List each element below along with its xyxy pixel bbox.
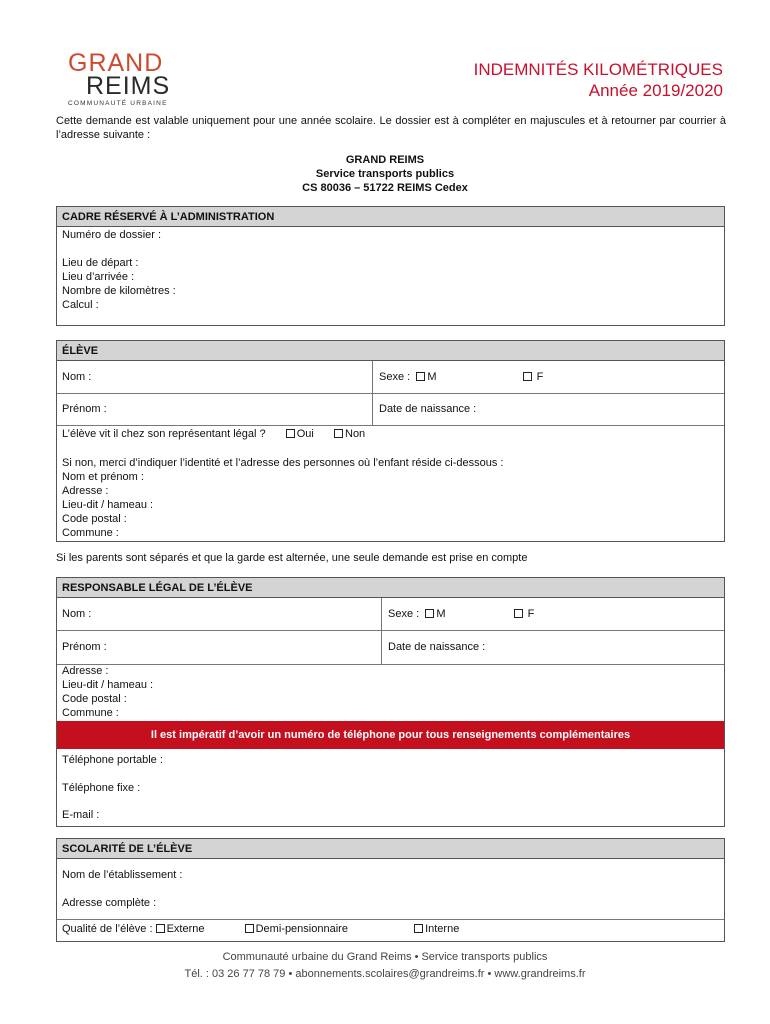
guardian-sex-m-checkbox[interactable] xyxy=(425,609,434,618)
dossier-number-field[interactable]: Numéro de dossier : xyxy=(62,229,162,241)
divider xyxy=(381,598,382,664)
non-label: Non xyxy=(345,428,366,440)
sex-m-label: M xyxy=(427,371,437,383)
demi-pensionnaire-label: Demi-pensionnaire xyxy=(255,923,348,935)
guardian-sex-f-checkbox[interactable] xyxy=(514,609,523,618)
guardian-lieudit-field[interactable]: Lieu-dit / hameau : xyxy=(62,679,154,691)
interne-checkbox[interactable] xyxy=(414,924,423,933)
guardian-firstname-field[interactable]: Prénom : xyxy=(62,641,107,653)
resident-postal-code-field[interactable]: Code postal : xyxy=(62,513,127,525)
non-checkbox[interactable] xyxy=(334,429,343,438)
sex-label: Sexe : xyxy=(388,608,420,620)
student-sex xyxy=(379,371,543,383)
document-title: INDEMNITÉS KILOMÉTRIQUES xyxy=(473,60,723,79)
logo-grand: GRAND xyxy=(68,49,164,77)
school-name-field[interactable]: Nom de l’établissement : xyxy=(62,869,183,881)
guardian-name-field[interactable]: Nom : xyxy=(62,608,92,620)
sex-f-checkbox[interactable] xyxy=(523,372,532,381)
divider xyxy=(57,425,724,426)
resident-commune-field[interactable]: Commune : xyxy=(62,527,119,539)
status-label: Qualité de l’élève : xyxy=(62,923,153,935)
phone-required-warning: Il est impératif d’avoir un numéro de téléphone pour tous renseignements complémentaires xyxy=(57,721,724,749)
postal-address xyxy=(0,153,770,195)
school-address-field[interactable]: Adresse complète : xyxy=(62,897,157,909)
question-label: L’élève vit il chez son représentant légal ? xyxy=(62,428,266,440)
departure-field[interactable]: Lieu de départ : xyxy=(62,257,139,269)
guardian-postal-code-field[interactable]: Code postal : xyxy=(62,693,127,705)
student-status xyxy=(62,923,459,935)
oui-checkbox[interactable] xyxy=(286,429,295,438)
address-line-1: GRAND REIMS xyxy=(345,154,425,166)
guardian-section-title: RESPONSABLE LÉGAL DE L’ÉLÈVE xyxy=(57,578,724,598)
sex-f-label: F xyxy=(527,608,535,620)
separated-parents-note: Si les parents sont séparés et que la garde est alternée, une seule demande est prise en compte xyxy=(56,552,528,564)
arrival-field[interactable]: Lieu d’arrivée : xyxy=(62,271,135,283)
divider xyxy=(57,630,724,631)
logo-subtitle: COMMUNAUTÉ URBAINE xyxy=(68,100,168,107)
email-field[interactable]: E-mail : xyxy=(62,809,100,821)
externe-checkbox[interactable] xyxy=(156,924,165,933)
demi-pensionnaire-checkbox[interactable] xyxy=(245,924,254,933)
if-not-instructions: Si non, merci d’indiquer l’identité et l’adresse des personnes où l’enfant réside ci-dessous : xyxy=(62,457,504,469)
legal-guardian-section xyxy=(56,577,725,827)
student-section-title: ÉLÈVE xyxy=(57,341,724,361)
guardian-commune-field[interactable]: Commune : xyxy=(62,707,119,719)
logo-reims: REIMS xyxy=(86,72,171,100)
address-line-2: Service transports publics xyxy=(315,168,455,180)
footer-line-2: Tél. : 03 26 77 78 79 • abonnements.scolaires@grandreims.fr • www.grandreims.fr xyxy=(184,968,586,980)
sex-label: Sexe : xyxy=(379,371,411,383)
resident-name-field[interactable]: Nom et prénom : xyxy=(62,471,144,483)
student-section xyxy=(56,340,725,542)
student-name-field[interactable]: Nom : xyxy=(62,371,92,383)
externe-label: Externe xyxy=(166,923,205,935)
admin-section-title: CADRE RÉSERVÉ À L’ADMINISTRATION xyxy=(57,207,724,227)
mobile-phone-field[interactable]: Téléphone portable : xyxy=(62,754,163,766)
divider xyxy=(57,664,724,665)
landline-phone-field[interactable]: Téléphone fixe : xyxy=(62,782,141,794)
admin-section xyxy=(56,206,725,326)
oui-label: Oui xyxy=(296,428,314,440)
document-year: Année 2019/2020 xyxy=(588,81,723,100)
divider xyxy=(57,393,724,394)
intro-text: Cette demande est valable uniquement pour une année scolaire. Le dossier est à compléter en majuscules et à retourner par courrier à l’adresse suivante : xyxy=(56,115,726,141)
schooling-section xyxy=(56,838,725,942)
km-field[interactable]: Nombre de kilomètres : xyxy=(62,285,176,297)
guardian-sex xyxy=(388,608,534,620)
schooling-section-title: SCOLARITÉ DE L’ÉLÈVE xyxy=(57,839,724,859)
resident-address-field[interactable]: Adresse : xyxy=(62,485,109,497)
guardian-birthdate-field[interactable]: Date de naissance : xyxy=(388,641,486,653)
interne-label: Interne xyxy=(425,923,460,935)
lives-with-legal-question xyxy=(62,428,365,440)
sex-m-label: M xyxy=(436,608,446,620)
footer-line-1: Communauté urbaine du Grand Reims • Service transports publics xyxy=(222,951,548,963)
address-line-3: CS 80036 – 51722 REIMS Cedex xyxy=(302,182,468,194)
guardian-address-field[interactable]: Adresse : xyxy=(62,665,109,677)
student-firstname-field[interactable]: Prénom : xyxy=(62,403,107,415)
divider xyxy=(57,919,724,920)
resident-lieudit-field[interactable]: Lieu-dit / hameau : xyxy=(62,499,154,511)
sex-f-label: F xyxy=(536,371,544,383)
sex-m-checkbox[interactable] xyxy=(416,372,425,381)
student-birthdate-field[interactable]: Date de naissance : xyxy=(379,403,477,415)
calcul-field[interactable]: Calcul : xyxy=(62,299,99,311)
